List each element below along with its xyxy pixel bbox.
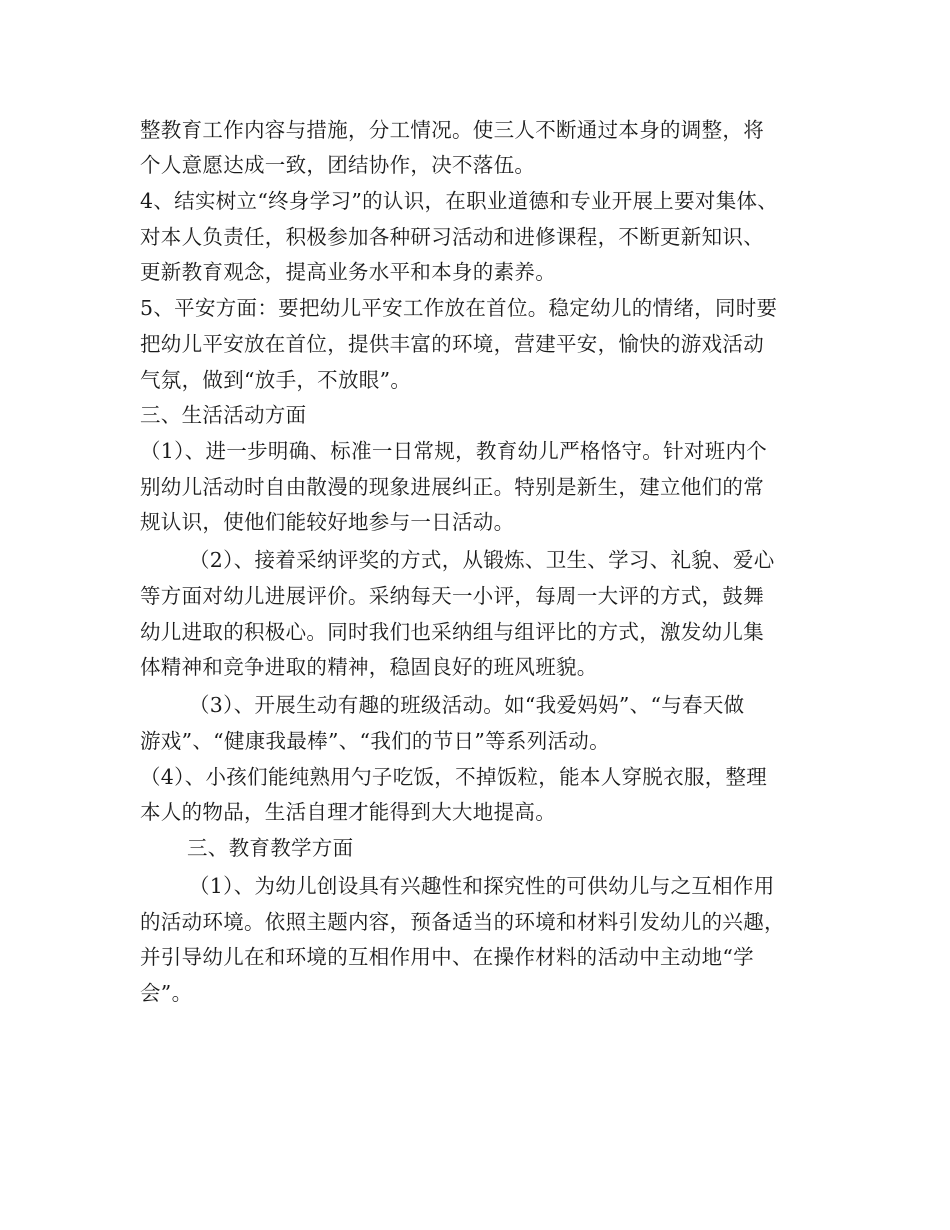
text-line: 并引导幼儿在和环境的互相作用中、在操作材料的活动中主动地“学 <box>140 945 754 969</box>
text-line: 本人的物品，生活自理才能得到大大地提高。 <box>140 800 556 824</box>
text-line: 体精神和竞争进取的精神，稳固良好的班风班貌。 <box>140 655 598 679</box>
text-line: （3）、开展生动有趣的班级活动。如“我爱妈妈”、“与春天做 <box>189 693 745 717</box>
text-line: 气氛，做到“放手，不放眼”。 <box>140 368 412 392</box>
text-line: 规认识，使他们能较好地参与一日活动。 <box>140 510 515 534</box>
text-line: 把幼儿平安放在首位，提供丰富的环境，营建平安，愉快的游戏活动 <box>140 332 764 356</box>
text-line: 别幼儿活动时自由散漫的现象进展纠正。特别是新生，建立他们的常 <box>140 475 764 499</box>
text-line: 更新教育观念，提高业务水平和本身的素养。 <box>140 260 556 284</box>
text-line: 会”。 <box>140 981 193 1005</box>
text-line: 的活动环境。依照主题内容，预备适当的环境和材料引发幼儿的兴趣， <box>140 910 785 934</box>
text-line: 4、结实树立“终身学习”的认识，在职业道德和专业开展上要对集体、 <box>140 189 779 213</box>
text-line: 5、平安方面：要把幼儿平安工作放在首位。稳定幼儿的情绪，同时要 <box>140 296 778 320</box>
text-line: （2）、接着采纳评奖的方式，从锻炼、卫生、学习、礼貌、爱心 <box>189 548 775 572</box>
text-line: 等方面对幼儿进展评价。采纳每天一小评，每周一大评的方式，鼓舞 <box>140 584 764 608</box>
section-heading: 三、生活活动方面 <box>140 403 307 427</box>
text-line: 游戏”、“健康我最棒”、“我们的节日”等系列活动。 <box>140 729 610 753</box>
text-line: （4）、小孩们能纯熟用勺子吃饭，不掉饭粒，能本人穿脱衣服，整理 <box>140 765 768 789</box>
text-line: 个人意愿达成一致，团结协作，决不落伍。 <box>140 153 536 177</box>
text-line: （1）、进一步明确、标准一日常规，教育幼儿严格恪守。针对班内个 <box>140 439 768 463</box>
text-line: （1）、为幼儿创设具有兴趣性和探究性的可供幼儿与之互相作用 <box>189 874 775 898</box>
section-heading: 三、教育教学方面 <box>187 836 354 860</box>
text-line: 对本人负责任，积极参加各种研习活动和进修课程，不断更新知识、 <box>140 225 764 249</box>
text-line: 幼儿进取的积极心。同时我们也采纳组与组评比的方式，激发幼儿集 <box>140 620 764 644</box>
text-line: 整教育工作内容与措施，分工情况。使三人不断通过本身的调整，将 <box>140 118 764 142</box>
